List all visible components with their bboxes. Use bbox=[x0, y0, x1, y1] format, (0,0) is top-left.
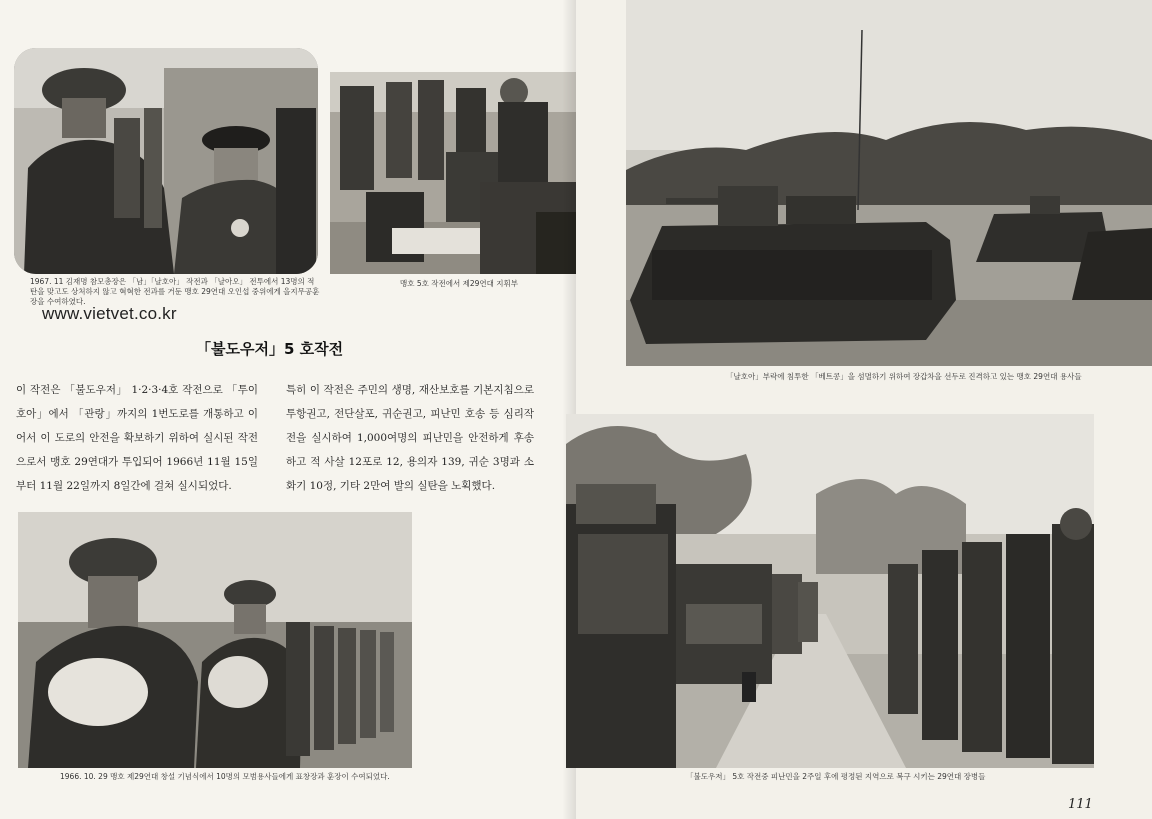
right-page bbox=[576, 0, 1152, 819]
body-column-1: 이 작전은 「불도우저」 1·2·3·4호 작전으로 「투이호아」에서 「관랑」까지의 1번도로를 개통하고 이어서 이 도로의 안전을 확보하기 위하여 실시된 작전으로서 맹호 29연대가 투입되어 1966년 11월 15일부터 11월 22일까지 8일간에 걸쳐 실시되었다. bbox=[16, 384, 258, 492]
page-number: 111 bbox=[1068, 797, 1093, 812]
photo-convoy-trucks bbox=[566, 414, 1094, 768]
photo-award-ceremony bbox=[14, 48, 318, 274]
photo5-caption: 「불도우저」 5호 작전중 피난민을 2주일 후에 평정된 지역으로 복구 시키는 29연대 장병들 bbox=[686, 772, 986, 781]
body-column-2: 특히 이 작전은 주민의 생명, 재산보호를 기본지침으로 투항권고, 전단살포, 귀순권고, 피난민 호송 등 심리작전을 실시하여 1,000여명의 피난민을 안전하게 후송하고 적 사살 12포로 12, 용의자 139, 귀순 3명과 소화기 10정, 기타 2만여 발의 실탄을 노획했다. bbox=[286, 384, 534, 492]
watermark-url: www.vietvet.co.kr bbox=[42, 304, 177, 323]
photo3-caption: 1966. 10. 29 맹호 제29연대 창설 기념식에서 10명의 모범용사들에게 표창장과 훈장이 수여되었다. bbox=[60, 772, 390, 781]
photo2-caption: 맹호 5호 작전에서 제29연대 지휘부 bbox=[400, 279, 519, 288]
photo-saluting-soldiers bbox=[18, 512, 412, 768]
photo4-caption: 「날호아」부락에 침투한 「베트콩」을 섬멸하기 위하여 장갑차을 선두로 진격하고 있는 맹호 29연대 용사들 bbox=[726, 372, 1082, 381]
article-title: 「불도우저」5 호작전 bbox=[196, 340, 344, 358]
photo-armored-carriers bbox=[626, 0, 1152, 366]
photo1-caption: 1967. 11 김재명 참모총장은 「남」「날호아」 작전과 「날아오」 전투에서 13명의 적탄을 맞고도 상처하지 않고 혁혁한 전과를 거둔 맹호 29연대 오인섭 중위에게 을지무공훈장을 수여하였다. bbox=[30, 277, 320, 306]
